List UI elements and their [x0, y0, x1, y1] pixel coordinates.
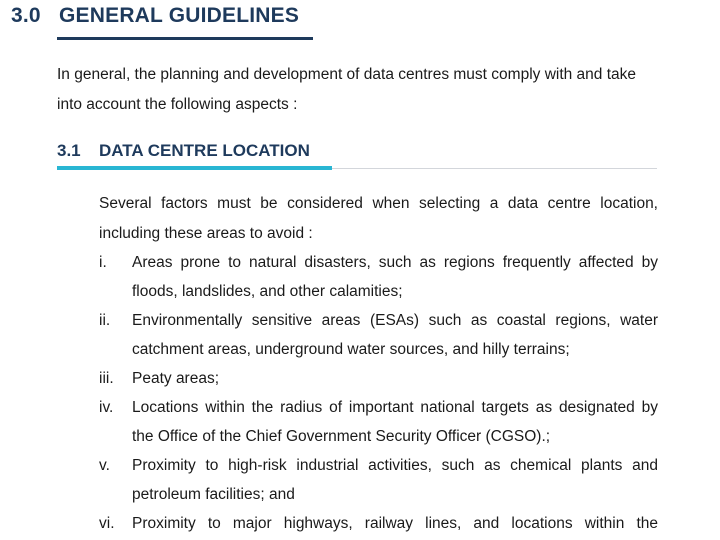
location-paragraph: Several factors must be considered when selecting a data centre location, including these areas to avoid :: [99, 195, 658, 242]
section-number: 3.0: [11, 4, 41, 27]
list-item-text: Proximity to high-risk industrial activities, such as chemical plants and petroleum facilities; and: [132, 457, 658, 503]
section-heading-underline: [57, 37, 313, 40]
list-item-text: Proximity to major highways, railway lines, and locations within the: [132, 515, 658, 532]
list-item-marker: iv.: [99, 399, 114, 416]
list-item-marker: vi.: [99, 515, 115, 532]
list-item-text: Locations within the radius of important national targets as designated by the Office of the Chief Government Security Officer (CGSO).;: [132, 399, 658, 445]
list-item-marker: ii.: [99, 312, 111, 329]
subsection-title: DATA CENTRE LOCATION: [99, 141, 310, 160]
subsection-heading-underline: [57, 166, 332, 170]
list-item: [99, 306, 658, 364]
list-item-marker: i.: [99, 254, 107, 271]
list-item: [99, 451, 658, 509]
list-item-marker: iii.: [99, 370, 114, 387]
section-heading: [11, 4, 299, 28]
list-item-text: Peaty areas;: [132, 370, 220, 387]
list-item-marker: v.: [99, 457, 110, 474]
subsection-number: 3.1: [57, 141, 81, 160]
areas-to-avoid-list: [99, 248, 658, 538]
intro-paragraph: In general, the planning and development of data centres must comply with and take into account the following aspects :: [57, 66, 637, 113]
list-item: [99, 393, 658, 451]
list-item-text: Environmentally sensitive areas (ESAs) such as coastal regions, water catchment areas, underground water sources, and hilly terrains;: [132, 312, 658, 358]
list-item: [99, 364, 658, 393]
list-item-text: Areas prone to natural disasters, such as regions frequently affected by floods, landslides, and other calamities;: [132, 254, 658, 300]
subsection-heading: [57, 141, 310, 161]
list-item: [99, 248, 658, 306]
section-title: GENERAL GUIDELINES: [59, 4, 300, 27]
list-item: [99, 509, 658, 538]
